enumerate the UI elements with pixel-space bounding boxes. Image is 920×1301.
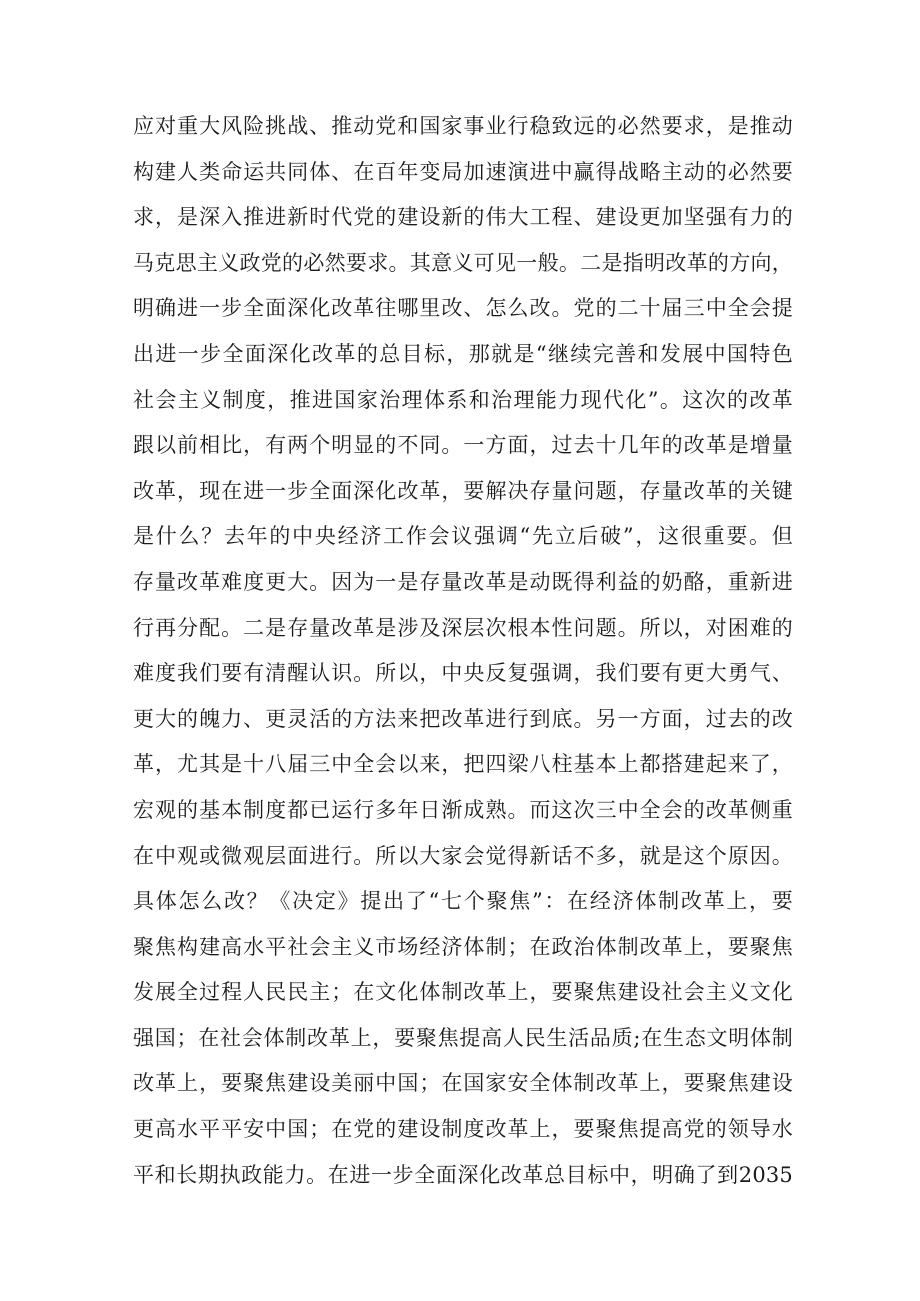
text-line-7: 社会主义制度，推进国家治理体系和治理能力现代化”。这次的改革 [133, 387, 793, 412]
text-line-6: 出进一步全面深化改革的总目标，那就是“继续完善和发展中国特色 [133, 341, 793, 366]
text-line-8: 跟以前相比，有两个明显的不同。一方面，过去十几年的改革是增量 [133, 433, 793, 458]
text-line-11: 存量改革难度更大。因为一是存量改革是动既得利益的奶酪，重新进 [133, 569, 793, 594]
text-line-18: 具体怎么改？《决定》提出了“七个聚焦”：在经济体制改革上，要 [133, 889, 793, 914]
text-line-23: 更高水平平安中国；在党的建设制度改革上，要聚焦提高党的领导水 [133, 1117, 793, 1142]
body-text [133, 104, 793, 1198]
text-line-24: 平和长期执政能力。在进一步全面深化改革总目标中，明确了到2035 [133, 1162, 793, 1187]
text-line-20: 发展全过程人民民主；在文化体制改革上，要聚焦建设社会主义文化 [133, 980, 793, 1005]
text-line-21: 强国；在社会体制改革上，要聚焦提高人民生活品质;在生态文明体制 [133, 1025, 793, 1050]
text-line-10: 是什么？去年的中央经济工作会议强调“先立后破”，这很重要。但 [133, 524, 793, 549]
text-line-5: 明确进一步全面深化改革往哪里改、怎么改。党的二十届三中全会提 [133, 296, 793, 321]
text-line-2: 构建人类命运共同体、在百年变局加速演进中赢得战略主动的必然要 [133, 159, 793, 184]
text-line-19: 聚焦构建高水平社会主义市场经济体制；在政治体制改革上，要聚焦 [133, 934, 793, 959]
text-line-14: 更大的魄力、更灵活的方法来把改革进行到底。另一方面，过去的改 [133, 706, 793, 731]
text-line-15: 革，尤其是十八届三中全会以来，把四梁八柱基本上都搭建起来了， [133, 752, 793, 777]
text-line-16: 宏观的基本制度都已运行多年日渐成熟。而这次三中全会的改革侧重 [133, 797, 793, 822]
text-line-17: 在中观或微观层面进行。所以大家会觉得新话不多，就是这个原因。 [133, 843, 793, 868]
text-line-22: 改革上，要聚焦建设美丽中国；在国家安全体制改革上，要聚焦建设 [133, 1071, 793, 1096]
text-line-12: 行再分配。二是存量改革是涉及深层次根本性问题。所以，对困难的 [133, 615, 793, 640]
text-line-1: 应对重大风险挑战、推动党和国家事业行稳致远的必然要求，是推动 [133, 114, 793, 138]
text-line-4: 马克思主义政党的必然要求。其意义可见一般。二是指明改革的方向， [133, 250, 793, 275]
text-line-13: 难度我们要有清醒认识。所以，中央反复强调，我们要有更大勇气、 [133, 661, 793, 686]
text-line-3: 求，是深入推进新时代党的建设新的伟大工程、建设更加坚强有力的 [133, 205, 793, 230]
text-line-9: 改革，现在进一步全面深化改革，要解决存量问题，存量改革的关键 [133, 478, 793, 503]
